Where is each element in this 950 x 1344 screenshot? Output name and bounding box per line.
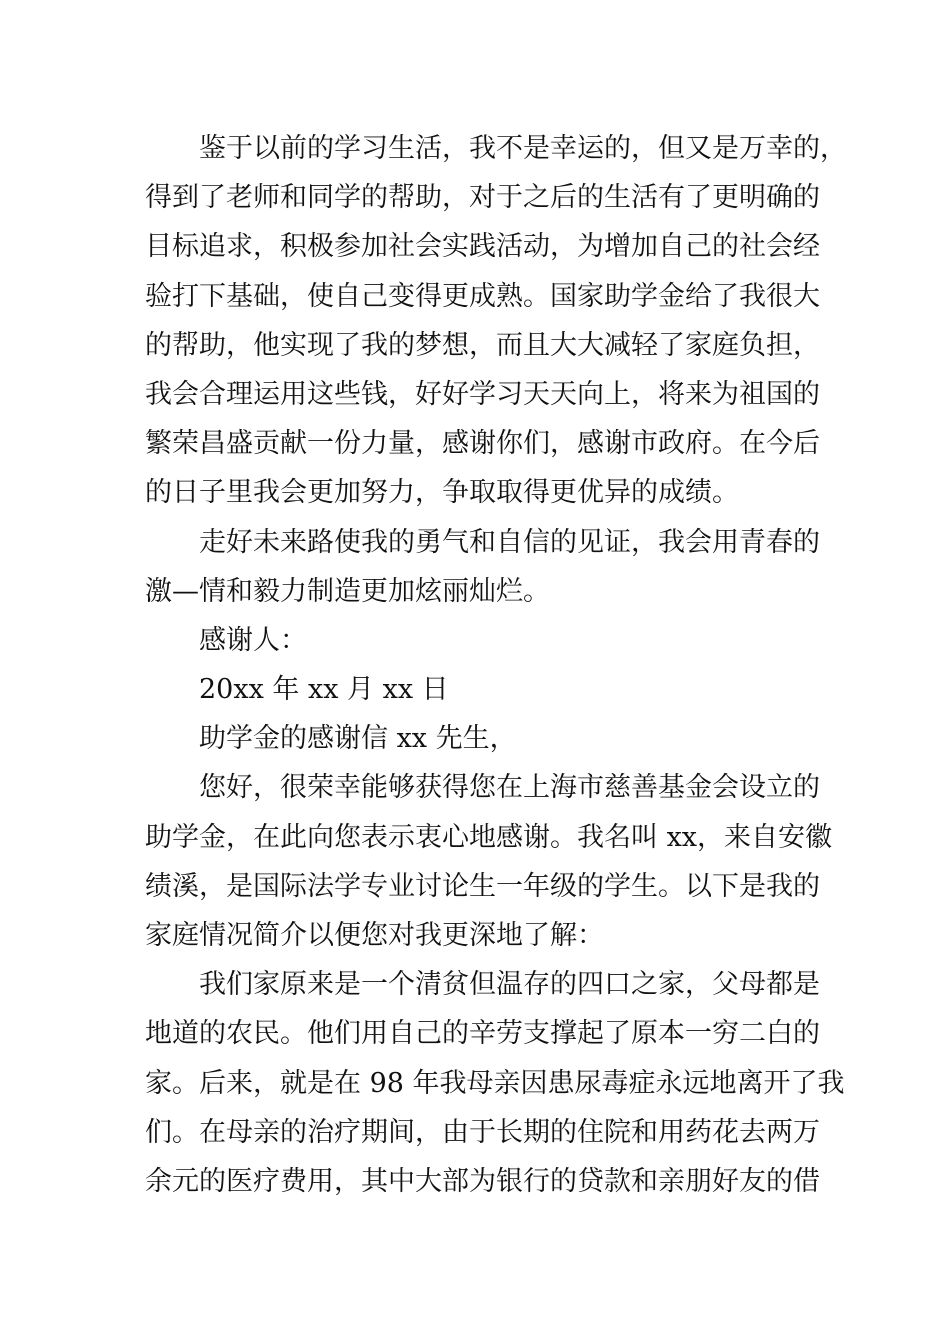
date-line: 20xx 年 xx 月 xx 日 [199, 674, 449, 706]
signature-label: 感谢人： [199, 624, 307, 656]
text-line: 您好，很荣幸能够获得您在上海市慈善基金会设立的 [199, 772, 820, 804]
text-line: 鉴于以前的学习生活，我不是幸运的，但又是万幸的， [199, 133, 847, 164]
text-line: 我会合理运用这些钱，好好学习天天向上，将来为祖国的 [145, 378, 820, 410]
text-line: 家。后来，就是在 98 年我母亲因患尿毒症永远地离开了我 [145, 1067, 845, 1099]
text-line: 助学金，在此向您表示衷心地感谢。我名叫 xx，来自安徽 [145, 821, 833, 853]
text-line: 走好未来路使我的勇气和自信的见证，我会用青春的 [199, 526, 820, 558]
text-line: 余元的医疗费用，其中大部为银行的贷款和亲朋好友的借 [145, 1165, 820, 1197]
text-line: 的帮助，他实现了我的梦想，而且大大减轻了家庭负担， [145, 329, 820, 361]
text-line: 地道的农民。他们用自己的辛劳支撑起了原本一穷二白的 [145, 1018, 820, 1050]
text-line: 的日子里我会更加努力，争取取得更优异的成绩。 [145, 477, 739, 509]
text-line: 们。在母亲的治疗期间，由于长期的住院和用药花去两万 [145, 1116, 820, 1148]
text-line: 繁荣昌盛贡献一份力量，感谢你们，感谢市政府。在今后 [145, 428, 820, 460]
text-line: 验打下基础，使自己变得更成熟。国家助学金给了我很大 [145, 280, 820, 312]
text-line: 目标追求，积极参加社会实践活动，为增加自己的社会经 [145, 231, 820, 263]
text-line: 绩溪，是国际法学专业讨论生一年级的学生。以下是我的 [145, 870, 820, 902]
text-line: 我们家原来是一个清贫但温存的四口之家，父母都是 [199, 969, 820, 1001]
document-page [145, 124, 847, 1206]
text-line: 得到了老师和同学的帮助，对于之后的生活有了更明确的 [145, 182, 820, 214]
text-line: 家庭情况简介以便您对我更深地了解： [145, 920, 604, 951]
text-line: 激—情和毅力制造更加炫丽灿烂。 [145, 575, 550, 607]
letter-salutation: 助学金的感谢信 xx 先生， [199, 723, 517, 755]
